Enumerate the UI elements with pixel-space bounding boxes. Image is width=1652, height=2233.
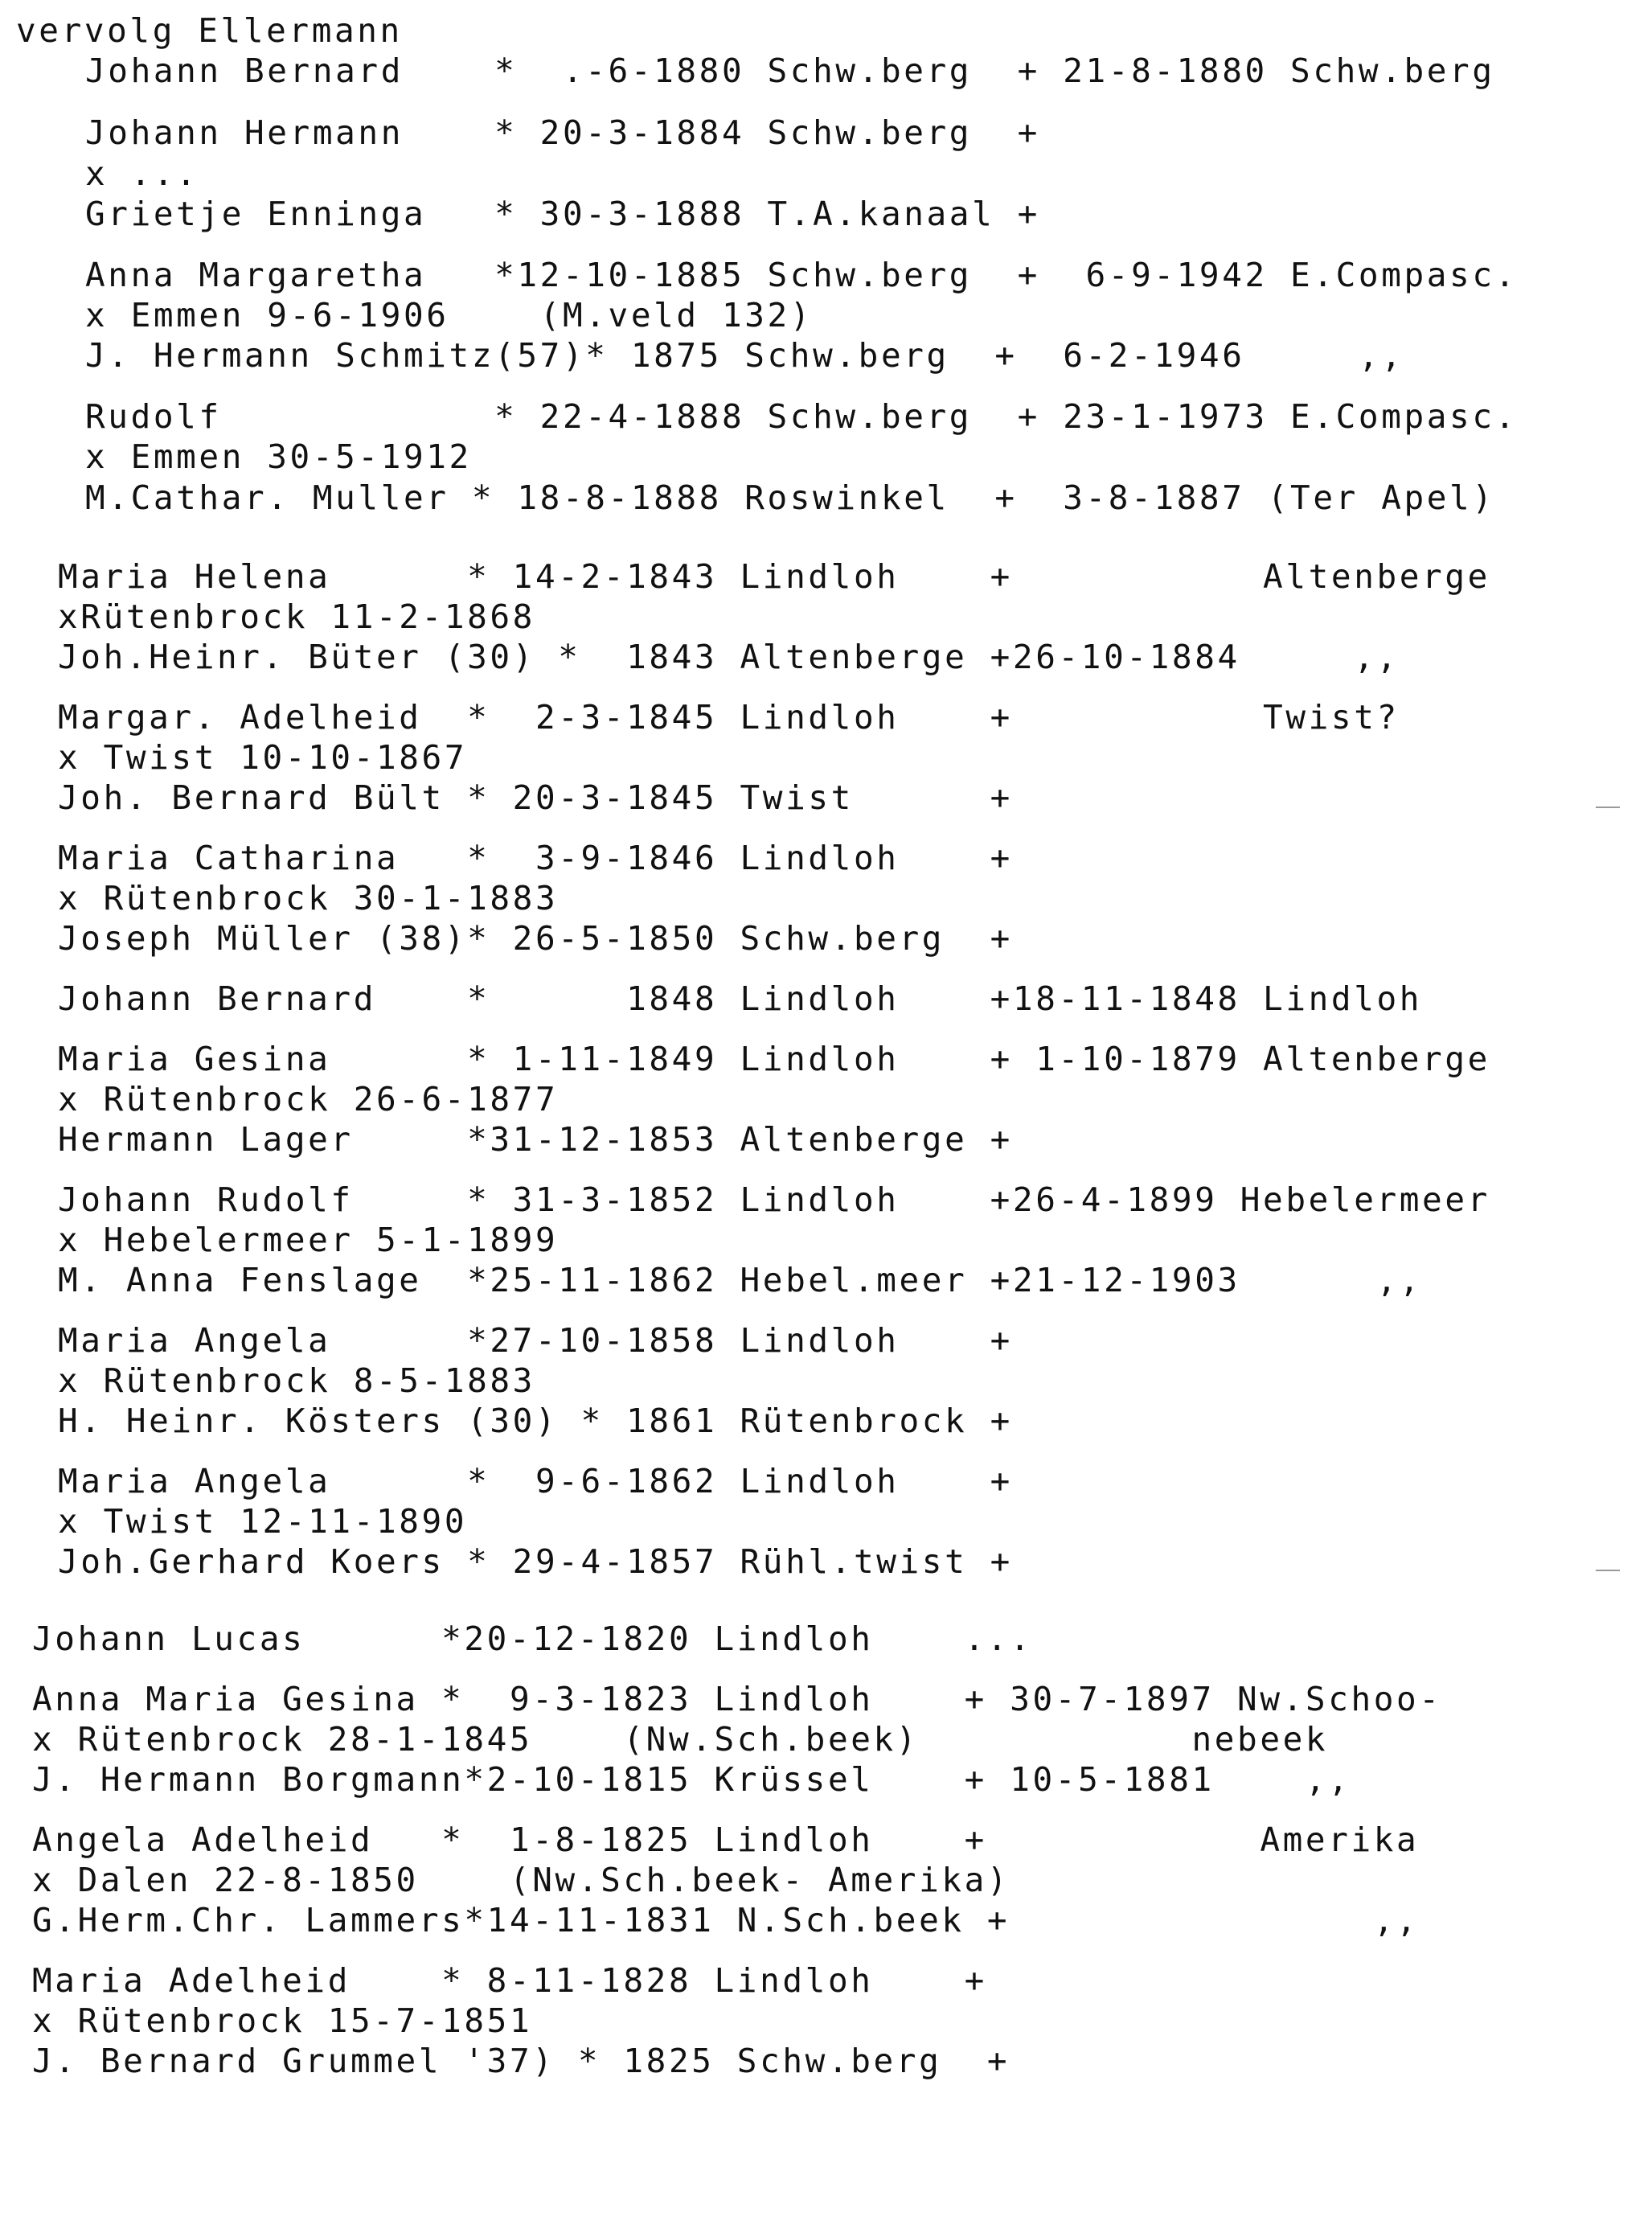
- entry-rudolf-spouse: M.Cathar. Muller * 18-8-1888 Roswinkel + 3-8-1887 (Ter Apel): [85, 478, 1495, 517]
- entry-angela-adelheid-spouse: G.Herm.Chr. Lammers*14-11-1831 N.Sch.beek + ,,: [32, 1901, 1420, 1940]
- entry-johann-hermann-spouse: Grietje Enninga * 30-3-1888 T.A.kanaal +: [85, 195, 1040, 233]
- entry-maria-angela-1862-spouse: Joh.Gerhard Koers * 29-4-1857 Rühl.twist +: [58, 1542, 1013, 1581]
- entry-angela-adelheid-marriage: x Dalen 22-8-1850 (Nw.Sch.beek- Amerika): [32, 1861, 1010, 1899]
- entry-maria-angela-1862-birth: Maria Angela * 9-6-1862 Lindloh +: [58, 1462, 1013, 1500]
- entry-maria-gesina-spouse: Hermann Lager *31-12-1853 Altenberge +: [58, 1120, 1013, 1159]
- entry-johann-hermann-birth: Johann Hermann * 20-3-1884 Schw.berg +: [85, 113, 1040, 152]
- entry-maria-angela-1858-birth: Maria Angela *27-10-1858 Lindloh +: [58, 1321, 1013, 1360]
- entry-maria-adelheid-spouse: J. Bernard Grummel '37) * 1825 Schw.berg +: [32, 2042, 1010, 2080]
- entry-johann-rudolf-marriage: x Hebelermeer 5-1-1899: [58, 1221, 559, 1259]
- entry-anna-margaretha-spouse: J. Hermann Schmitz(57)* 1875 Schw.berg + 6-2-1946 ,,: [85, 336, 1404, 375]
- entry-anna-maria-gesina-birth: Anna Maria Gesina * 9-3-1823 Lindloh + 30-7-1897 Nw.Schoo-: [32, 1680, 1442, 1718]
- entry-anna-margaretha-marriage: x Emmen 9-6-1906 (M.veld 132): [85, 296, 814, 335]
- entry-rudolf-marriage: x Emmen 30-5-1912: [85, 437, 472, 476]
- entry-johann-hermann-marriage: x ...: [85, 154, 199, 193]
- entry-maria-catharina-marriage: x Rütenbrock 30-1-1883: [58, 879, 559, 917]
- entry-maria-gesina-marriage: x Rütenbrock 26-6-1877: [58, 1080, 559, 1119]
- entry-johann-lucas-birth: Johann Lucas *20-12-1820 Lindloh ...: [32, 1619, 1033, 1658]
- entry-maria-adelheid-marriage: x Rütenbrock 15-7-1851: [32, 2001, 533, 2040]
- entry-margar-adelheid-spouse: Joh. Bernard Bült * 20-3-1845 Twist +: [58, 778, 1013, 817]
- entry-maria-helena-spouse: Joh.Heinr. Büter (30) * 1843 Altenberge +26-10-1884 ,,: [58, 638, 1400, 676]
- entry-maria-catharina-birth: Maria Catharina * 3-9-1846 Lindloh +: [58, 839, 1013, 877]
- scan-mark: [1596, 1570, 1620, 1571]
- entry-anna-margaretha-birth: Anna Margaretha *12-10-1885 Schw.berg + 6-9-1942 E.Compasc.: [85, 256, 1518, 294]
- entry-rudolf-birth: Rudolf * 22-4-1888 Schw.berg + 23-1-1973 E.Compasc.: [85, 397, 1518, 436]
- entry-margar-adelheid-birth: Margar. Adelheid * 2-3-1845 Lindloh + Twist?: [58, 698, 1400, 737]
- entry-anna-maria-gesina-spouse: J. Hermann Borgmann*2-10-1815 Krüssel + 10-5-1881 ,,: [32, 1760, 1351, 1799]
- scan-mark: [1596, 807, 1620, 808]
- entry-anna-maria-gesina-marriage: x Rütenbrock 28-1-1845 (Nw.Sch.beek) nebeek: [32, 1720, 1329, 1759]
- entry-johann-bernard-birth: Johann Bernard * .-6-1880 Schw.berg + 21-8-1880 Schw.berg: [85, 51, 1495, 90]
- entry-maria-adelheid-birth: Maria Adelheid * 8-11-1828 Lindloh +: [32, 1961, 987, 2000]
- entry-maria-helena-marriage: xRütenbrock 11-2-1868: [58, 597, 535, 636]
- entry-maria-angela-1862-marriage: x Twist 12-11-1890: [58, 1502, 468, 1541]
- entry-johann-bernard-1848: Johann Bernard * 1848 Lindloh +18-11-1848 Lindloh: [58, 979, 1423, 1018]
- entry-maria-catharina-spouse: Joseph Müller (38)* 26-5-1850 Schw.berg +: [58, 919, 1013, 958]
- entry-johann-rudolf-birth: Johann Rudolf * 31-3-1852 Lindloh +26-4-1899 Hebelermeer: [58, 1180, 1490, 1219]
- entry-maria-angela-1858-spouse: H. Heinr. Kösters (30) * 1861 Rütenbrock +: [58, 1402, 1013, 1440]
- entry-maria-gesina-birth: Maria Gesina * 1-11-1849 Lindloh + 1-10-1879 Altenberge: [58, 1040, 1490, 1078]
- entry-johann-rudolf-spouse: M. Anna Fenslage *25-11-1862 Hebel.meer +21-12-1903 ,,: [58, 1261, 1423, 1299]
- entry-maria-angela-1858-marriage: x Rütenbrock 8-5-1883: [58, 1361, 535, 1400]
- document-header: vervolg Ellermann: [16, 11, 403, 50]
- entry-margar-adelheid-marriage: x Twist 10-10-1867: [58, 738, 468, 777]
- entry-angela-adelheid-birth: Angela Adelheid * 1-8-1825 Lindloh + Amerika: [32, 1820, 1420, 1859]
- entry-maria-helena-birth: Maria Helena * 14-2-1843 Lindloh + Altenberge: [58, 557, 1490, 596]
